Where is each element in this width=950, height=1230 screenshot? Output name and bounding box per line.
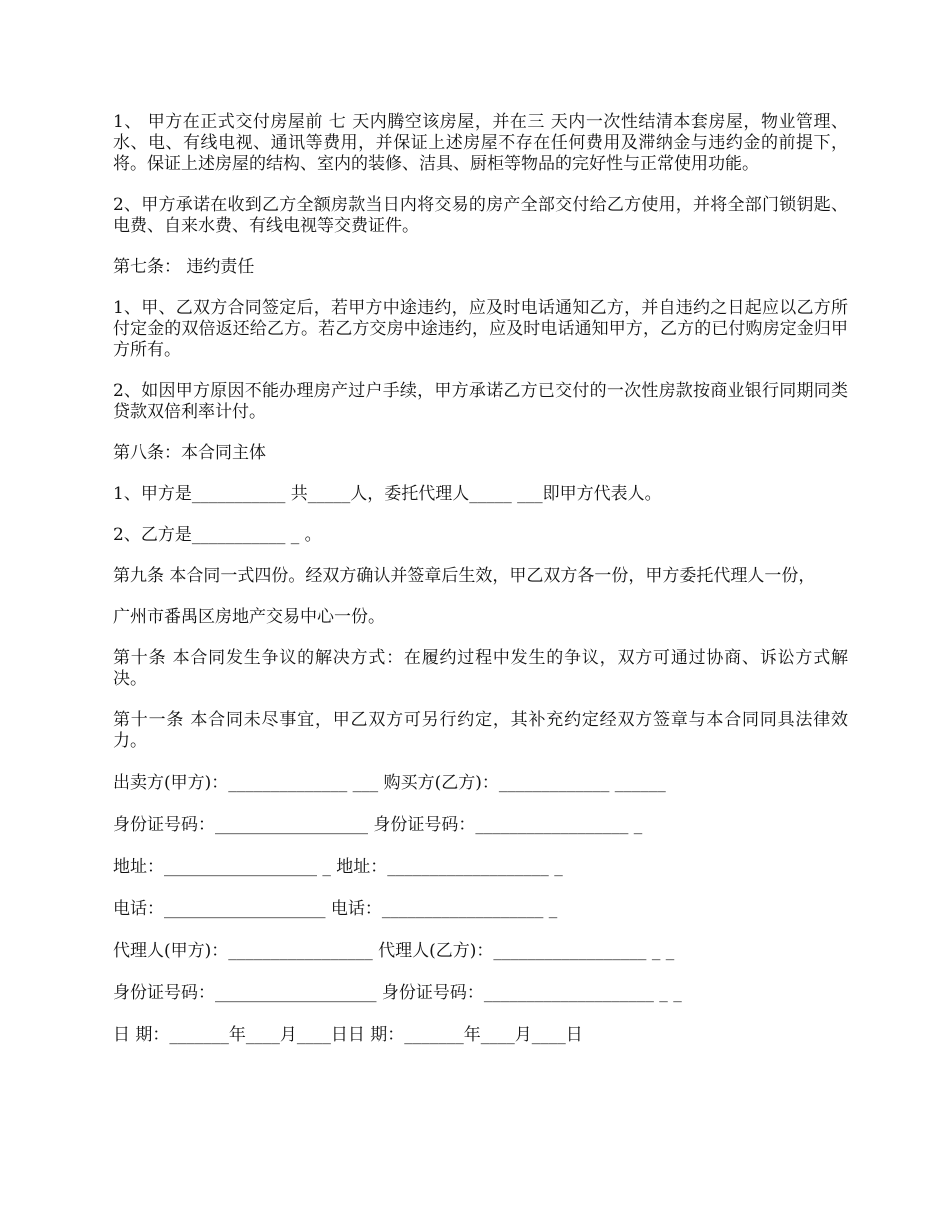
agent-line: 代理人(甲方)：_________________ 代理人(乙方)：__________________ _ _ <box>113 941 675 961</box>
clause-6-item-2: 2、甲方承诺在收到乙方全额房款当日内将交易的房产全部交付给乙方使用，并将全部门锁钥匙、电费、自来水费、有线电视等交费证件。 <box>113 195 848 236</box>
seller-buyer-line: 出卖方(甲方)：______________ ___ 购买方(乙方)：_____________ ______ <box>113 773 666 793</box>
article-8-heading: 第八条：本合同主体 <box>113 443 266 463</box>
phone-line: 电话：___________________ 电话：___________________ _ <box>113 899 558 919</box>
address-line: 地址：__________________ _ 地址：___________________ _ <box>113 857 563 877</box>
agent-id-number-line: 身份证号码：___________________ 身份证号码：____________________ _ _ <box>113 983 682 1003</box>
date-line: 日 期：_______年____月____日日 期：_______年____月____日 <box>113 1025 583 1045</box>
article-10: 第十条 本合同发生争议的解决方式：在履约过程中发生的争议，双方可通过协商、诉讼方式解决。 <box>113 648 848 689</box>
clause-7-item-1: 1、甲、乙双方合同签定后，若甲方中途违约，应及时电话通知乙方，并自违约之日起应以乙方所付定金的双倍返还给乙方。若乙方交房中途违约，应及时电话通知甲方，乙方的已付购房定金归甲方所有。 <box>113 298 848 360</box>
contract-page <box>113 112 848 1067</box>
id-number-line: 身份证号码：__________________ 身份证号码：__________________ _ <box>113 815 643 835</box>
clause-6-item-1: 1、 甲方在正式交付房屋前 七 天内腾空该房屋，并在三 天内一次性结清本套房屋，物业管理、水、电、有线电视、通讯等费用，并保证上述房屋不存在任何费用及滞纳金与违约金的前提下，将。保证上述房屋的结构、室内的装修、洁具、厨柜等物品的完好性与正常使用功能。 <box>113 112 848 174</box>
clause-7-item-2: 2、如因甲方原因不能办理房产过户手续，甲方承诺乙方已交付的一次性房款按商业银行同期同类贷款双倍利率计付。 <box>113 381 848 422</box>
article-7-heading: 第七条： 违约责任 <box>113 257 255 277</box>
clause-8-item-2: 2、乙方是___________ _ 。 <box>113 525 322 545</box>
article-9: 第九条 本合同一式四份。经双方确认并签章后生效，甲乙双方各一份，甲方委托代理人一份， <box>113 566 816 586</box>
article-11: 第十一条 本合同未尽事宜，甲乙双方可另行约定，其补充约定经双方签章与本合同同具法律效力。 <box>113 710 848 751</box>
clause-8-item-1: 1、甲方是___________ 共_____人，委托代理人_____ ___即甲方代表人。 <box>113 484 662 504</box>
article-9-continued: 广州市番禺区房地产交易中心一份。 <box>113 607 385 627</box>
